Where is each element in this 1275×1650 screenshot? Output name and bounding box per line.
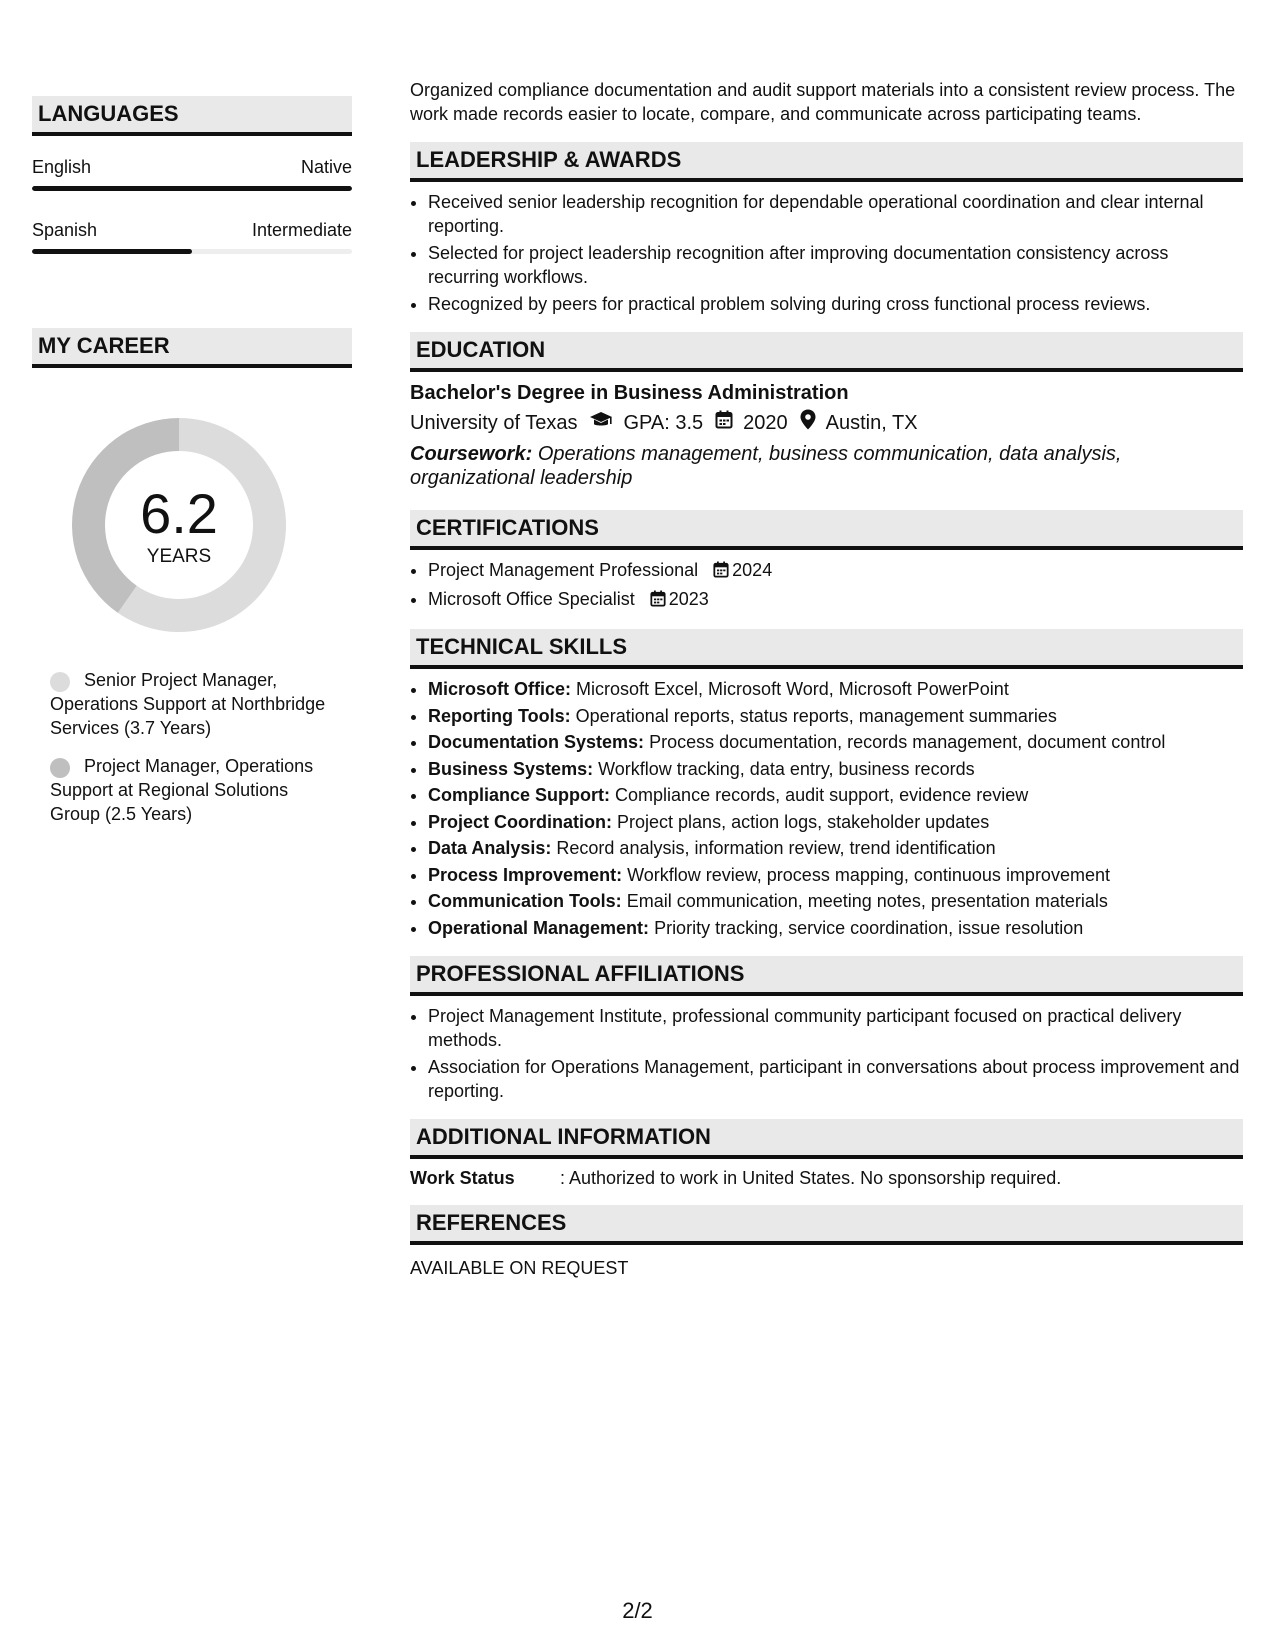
list-item [428,889,1243,913]
skill-label: Microsoft Office: [428,679,572,699]
education-location: Austin, TX [825,412,918,434]
technical-skills-section [410,629,1243,940]
language-proficiency-fill [32,249,192,254]
list-item [428,730,1243,754]
list-item [428,587,1243,613]
main-content [410,78,1243,1279]
language-level: Intermediate [251,220,352,240]
affiliations-list [410,1004,1243,1103]
education-gpa: GPA: 3.5 [623,412,704,434]
certifications-section [410,510,1243,613]
work-status-row [410,1167,1243,1189]
language-item [32,219,352,254]
education-degree: Bachelor's Degree in Business Administration [410,382,849,404]
skill-value: Workflow review, process mapping, continuous improvement [627,864,1110,885]
skill-value: Email communication, meeting notes, presentation materials [626,891,1108,911]
career-legend-label: Project Manager, Operations Support at Regional Solutions Group (2.5 Years) [50,756,314,824]
list-item: • Selected for project leadership recognition after improving documentation consistency across recurring workflows. [428,241,1243,289]
skill-value: Microsoft Excel, Microsoft Word, Microsoft PowerPoint [576,679,1009,699]
work-status-label: Work Status [410,1167,515,1188]
certifications-heading: CERTIFICATIONS [410,510,1243,550]
language-name: Spanish [32,220,98,240]
skill-value: Project plans, action logs, stakeholder updates [617,811,990,832]
calendar-icon [713,560,729,584]
sidebar [32,96,352,840]
skill-value: Compliance records, audit support, evidence review [615,785,1029,805]
skill-label: Business Systems: [428,758,594,779]
career-legend-item [50,754,340,826]
location-pin-icon [800,409,816,437]
technical-skills-list [410,677,1243,940]
certifications-list [410,558,1243,613]
career-donut-chart [66,412,292,638]
career-total-years: 6.2 [140,482,218,545]
language-proficiency-bar [32,249,352,254]
additional-info-heading: ADDITIONAL INFORMATION [410,1119,1243,1159]
education-meta [410,409,1243,437]
skill-value: Record analysis, information review, trend identification [556,838,996,858]
list-item [428,704,1243,728]
certification-year: 2023 [668,589,709,609]
skill-value: Workflow tracking, data entry, business records [598,758,975,779]
page-number: 2/2 [622,1598,653,1623]
work-status-value: : Authorized to work in United States. No sponsorship required. [560,1167,1062,1188]
list-item [428,783,1243,807]
leadership-list [410,190,1243,316]
education-section [410,332,1243,490]
skill-value: Process documentation, records management, document control [649,732,1166,752]
list-item [428,757,1243,781]
education-school: University of Texas [410,412,578,434]
additional-info-section [410,1119,1243,1189]
certification-name: Microsoft Office Specialist [428,589,635,609]
languages-heading: LANGUAGES [32,96,352,136]
education-year: 2020 [743,412,788,434]
career-legend-label: Senior Project Manager, Operations Support at Northbridge Services (3.7 Years) [50,670,326,738]
skill-label: Communication Tools: [428,891,622,911]
language-name: English [32,157,92,177]
language-proficiency-fill [32,186,352,191]
skill-label: Compliance Support: [428,785,611,805]
list-item [428,916,1243,940]
skill-value: Operational reports, status reports, management summaries [575,705,1057,726]
leadership-section [410,142,1243,316]
references-text: AVAILABLE ON REQUEST [410,1257,629,1278]
career-total-unit: YEARS [146,546,212,567]
list-item: • Association for Operations Management, participant in conversations about process improvement and reporting. [428,1055,1243,1103]
career-heading: MY CAREER [32,328,352,368]
legend-dot-icon [50,672,70,692]
technical-skills-heading: TECHNICAL SKILLS [410,629,1243,669]
certification-name: Project Management Professional [428,560,699,580]
intro-paragraph: Organized compliance documentation and audit support materials into a consistent review process. The work made records easier to locate, compare, and communicate across participating teams. [410,80,1236,124]
skill-label: Operational Management: [428,917,650,938]
language-proficiency-bar [32,186,352,191]
calendar-icon [650,589,666,613]
list-item: • Project Management Institute, professional community participant focused on practical delivery methods. [428,1004,1243,1052]
certification-year: 2024 [732,560,773,580]
career-legend-item [50,668,340,740]
list-item [428,810,1243,834]
career-legend [50,668,340,826]
leadership-heading: LEADERSHIP & AWARDS [410,142,1243,182]
list-item [428,558,1243,584]
list-item: • Received senior leadership recognition for dependable operational coordination and clear internal reporting. [428,190,1243,238]
list-item [428,836,1243,860]
coursework-text: Operations management, business communication, data analysis, organizational leadership [410,443,1122,489]
skill-label: Documentation Systems: [428,732,645,752]
list-item: • Recognized by peers for practical problem solving during cross functional process reviews. [428,292,1243,316]
language-level: Native [300,157,352,177]
affiliations-heading: PROFESSIONAL AFFILIATIONS [410,956,1243,996]
skill-label: Process Improvement: [428,864,623,885]
references-heading: REFERENCES [410,1205,1243,1245]
graduation-cap-icon [589,410,613,436]
affiliations-section [410,956,1243,1103]
skill-label: Data Analysis: [428,838,552,858]
list-item [428,677,1243,701]
education-coursework [410,442,1243,490]
education-heading: EDUCATION [410,332,1243,372]
legend-dot-icon [50,758,70,778]
skill-label: Reporting Tools: [428,705,571,726]
coursework-label: Coursework: [410,443,533,465]
skill-value: Priority tracking, service coordination, issue resolution [654,917,1084,938]
list-item [428,863,1243,887]
calendar-icon [715,410,733,436]
skill-label: Project Coordination: [428,811,612,832]
language-item [32,156,352,191]
references-section [410,1205,1243,1279]
